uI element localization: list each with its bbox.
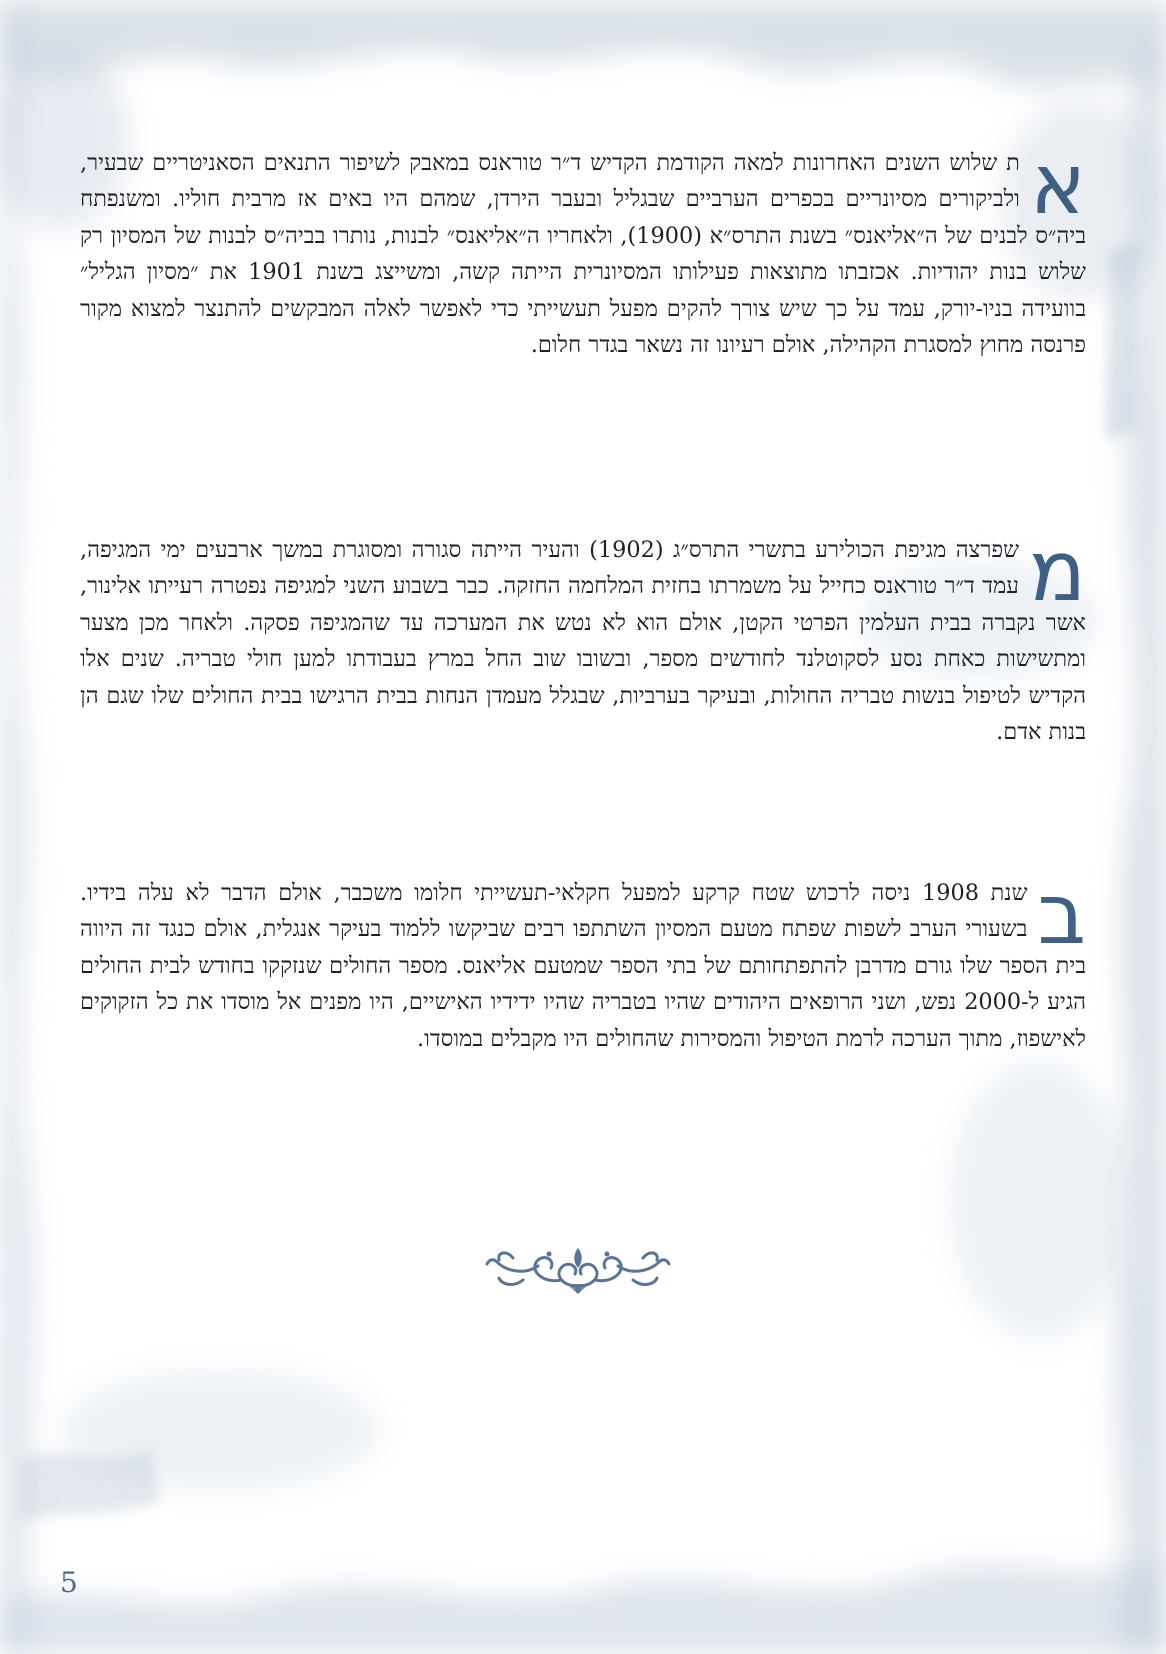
floral-vignette-icon (483, 1240, 673, 1298)
page-number: 5 (60, 1566, 78, 1599)
paragraph-text: שנת 1908 ניסה לרכוש שטח קרקע למפעל חקלאי-תעשייתי חלומו משכבר, אולם הדבר לא עלה בידיו. בשעורי הערב לשפות שפתח מטעם המסיון השתתפו רבים שביקשו ללמוד בעיקר אנגלית, אולם כנגד זה היווה בית הספר שלו גורם מדרבן להתפתחותם של בתי הספר שמטעם אליאנס. מספר החולים שנזקקו בחודש לבית החולים הגיע ל-2000 נפש, ושני הרופאים היהודים שהיו בטבריה שהיו ידידיו האישיים, היו מפנים אל מוסדו את כל הזקוקים לאישפוז, מתוך הערכה לרמת הטיפול והמסירות שהחולים היו מקבלים במוסדו. (80, 880, 1087, 1052)
drop-cap: ב (1037, 865, 1086, 963)
drop-cap: א (1029, 135, 1086, 233)
paragraph-text: ת שלוש השנים האחרונות למאה הקודמת הקדיש ד״ר טוראנס במאבק לשיפור התנאים הסאניטריים שבעיר, ולביקורים מסיונריים בכפרים הערביים שבגליל ובעבר הירדן, שמהם היו באים אז מרבית חוליו. ומשנפתח ביה״ס לבנים של ה״אליאנס״ בשנת התרס״א (1900), ולאחריו ה״אליאנס״ לבנות, נותרו בביה״ס לבנות של המסיון רק שלוש בנות יהודיות. אכזבתו מתוצאות פעילותו המסיונרית הייתה קשה, ומשייצג בשנת 1901 את ״מסיון הגליל״ בוועידה בניו-יורק, עמד על כך שיש צורך להקים מפעל תעשייתי כדי לאפשר לאלה המבקשים להתנצר למצוא מקור פרנסה מחוץ למסגרת הקהילה, אולם רעיונו זה נשאר בגדר חלום. (80, 150, 1086, 359)
paragraph-text: שפרצה מגיפת הכולירע בתשרי התרס״ג (1902) והעיר הייתה סגורה ומסוגרת במשך ארבעים ימי המגיפה, עמד ד״ר טוראנס כחייל על משמרתו בחזית המלחמה החזקה. כבר בשבוע השני למגיפה נפטרה רעייתו אלינור, אשר נקברה בבית העלמין הפרטי הקטן, אולם הוא לא נטש את המערכה עד שהמגיפה פסקה. ולאחר מכן מצער ומתשישות כאחת נסע לסקוטלנד לחודשים מספר, ובשובו שוב החל במרץ בעבודתו למען חולי טבריה. שנים אלו הקדיש לטיפול בנשות טבריה החולות, ובעיקר בערביות, שבגלל מעמדן הנחות בבית הרגישו בבית החולים שלו שגם הן בנות אדם. (80, 537, 1086, 746)
drop-cap: מ (1028, 522, 1086, 620)
paragraph-1 (80, 135, 1086, 363)
paragraph-2 (80, 522, 1086, 750)
paragraph-3 (80, 865, 1087, 1057)
